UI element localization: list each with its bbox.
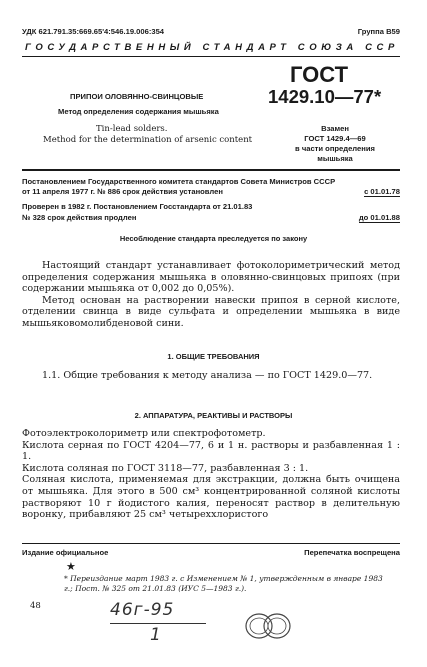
decree-date-from: с 01.01.78 <box>364 187 400 196</box>
section-1-paragraph: 1.1. Общие требования к методу анализа — по ГОСТ 1429.0—77. <box>42 370 373 381</box>
footnote <box>64 574 384 593</box>
footnote-text: * Переиздание март 1983 г. с Изменением № 1, утвержденным в январе 1983 г.; Пост. № 325 от 21.01.83 (ИУС 5—1983 г.). <box>64 574 383 593</box>
intro-paragraph-2: Метод основан на растворении навески припоя в серной кислоте, отделении свинца в виде сульфата и определении мышьяка в виде мышьяковомолибденовой сини. <box>22 294 400 329</box>
section-2-item-1: Фотоэлектроколориметр или спектрофотометр. <box>22 428 266 439</box>
decree-line-4: № 328 срок действия продлен <box>22 213 137 222</box>
title-ru-sub: Метод определения содержания мышьяка <box>58 107 219 116</box>
title-en-main: Tin-lead solders. <box>96 124 168 134</box>
decree-date-to: до 01.01.88 <box>358 213 400 222</box>
decree-line-3: Проверен в 1982 г. Постановлением Госстандарта от 21.01.83 <box>22 202 253 211</box>
gost-label: ГОСТ <box>290 62 349 87</box>
institution-stamp-icon <box>244 611 292 641</box>
section-1-body <box>22 370 400 382</box>
header-rule <box>22 56 400 57</box>
official-edition-label: Издание официальное <box>22 548 109 557</box>
replaces-line-1: Взамен <box>321 124 349 133</box>
handwritten-note: 46г-95 <box>110 600 175 620</box>
replaces-line-4: мышьяка <box>317 154 353 163</box>
gost-number: 1429.10—77* <box>268 86 382 107</box>
star-icon: ★ <box>66 560 76 573</box>
section-1-title: 1. ОБЩИЕ ТРЕБОВАНИЯ <box>167 352 260 361</box>
law-warning: Несоблюдение стандарта преследуется по закону <box>119 234 308 243</box>
decree-line-2: от 11 апреля 1977 г. № 886 срок действия установлен <box>22 187 223 196</box>
decree-line-1: Постановлением Государственного комитета стандартов Совета Министров СССР <box>22 177 336 186</box>
section-2-item-3: Кислота соляная по ГОСТ 3118—77, разбавленная 3 : 1. <box>22 462 309 474</box>
handwritten-underline <box>110 623 206 624</box>
intro-paragraphs <box>22 260 400 330</box>
replaces-line-3: в части определения <box>295 144 375 153</box>
footer-rule <box>22 543 400 544</box>
section-2-title: 2. АППАРАТУРА, РЕАКТИВЫ И РАСТВОРЫ <box>134 411 293 420</box>
section-2-item-4: Соляная кислота, применяемая для экстракции, должна быть очищена от мышьяка. Для этого в 500 см³ концентрированной соляной кислоты растворяют 10 г йодистого калия, переносят раствор в делительную воронку, прибавляют 25 см³ четыреххлористого <box>22 474 400 521</box>
title-rule <box>22 169 400 171</box>
title-ru-main: ПРИПОИ ОЛОВЯННО-СВИНЦОВЫЕ <box>70 92 204 101</box>
intro-paragraph-1: Настоящий стандарт устанавливает фотоколориметрический метод определения содержания мышьяка в оловянно-свинцовых припоях (при содержании мышьяка от 0,002 до 0,05%). <box>22 260 400 295</box>
page-number: 48 <box>30 601 41 611</box>
handwritten-digit: 1 <box>150 625 161 645</box>
title-en-sub: Method for the determination of arsenic content <box>43 135 253 145</box>
udk-code: УДК 621.791.35:669.65'4:546.19.006:354 <box>22 27 165 36</box>
reprint-prohibited-label: Перепечатка воспрещена <box>304 548 400 557</box>
group-code: Группа В59 <box>357 27 400 36</box>
replaces-line-2: ГОСТ 1429.4—69 <box>304 134 366 143</box>
state-standard-banner: ГОСУДАРСТВЕННЫЙ СТАНДАРТ СОЮЗА ССР <box>25 42 399 53</box>
section-2-body <box>22 428 400 521</box>
section-2-item-2: Кислота серная по ГОСТ 4204—77, 6 и 1 н. растворы и разбавленная 1 : 1. <box>22 439 400 463</box>
